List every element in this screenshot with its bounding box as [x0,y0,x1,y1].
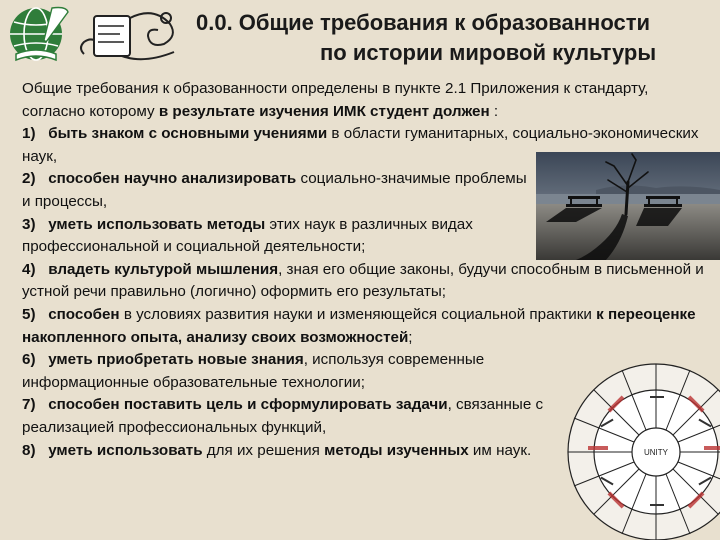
list-item: 5) способен в условиях развития науки и изменяющейся социальной практики к переоценке накопленного опыта, анализу своих возможностей; [22,305,696,346]
list-item: 1) быть знаком с основными учениями в области гуманитарных, социально-экономических наук, [22,125,699,165]
requirements-text [22,78,712,462]
intro-paragraph: Общие требования к образованности определены в пункте 2.1 Приложения к стандарту, согласно которому в результате изучения ИМК студент должен : [22,80,649,120]
list-item: 7) способен поставить цель и сформулировать задачи, связанные с реализацией профессиональных функций, [22,396,544,436]
scroll-ornament-icon [74,4,184,66]
list-item: 8) уметь использовать для их решения методы изученных им наук. [22,441,532,459]
wheel-center-label: UNITY [644,448,668,457]
list-item: 4) владеть культурой мышления, зная его общие законы, будучи способным в письменной и устной речи правильно (логично) оформить его результаты; [22,260,704,301]
title-line-1: 0.0. Общие требования к образованности [196,10,651,35]
page-title [188,8,710,68]
list-item: 6) уметь приобретать новые знания, используя современные информационные образовательные технологии; [22,351,485,391]
title-line-2: по истории мировой культуры [320,40,657,65]
list-item: 3) уметь использовать методы этих наук в различных видах профессиональной и социальной деятельности; [22,215,473,256]
list-item: 2) способен научно анализировать социально-значимые проблемы и процессы, [22,170,527,210]
globe-book-quill-icon [6,2,72,68]
